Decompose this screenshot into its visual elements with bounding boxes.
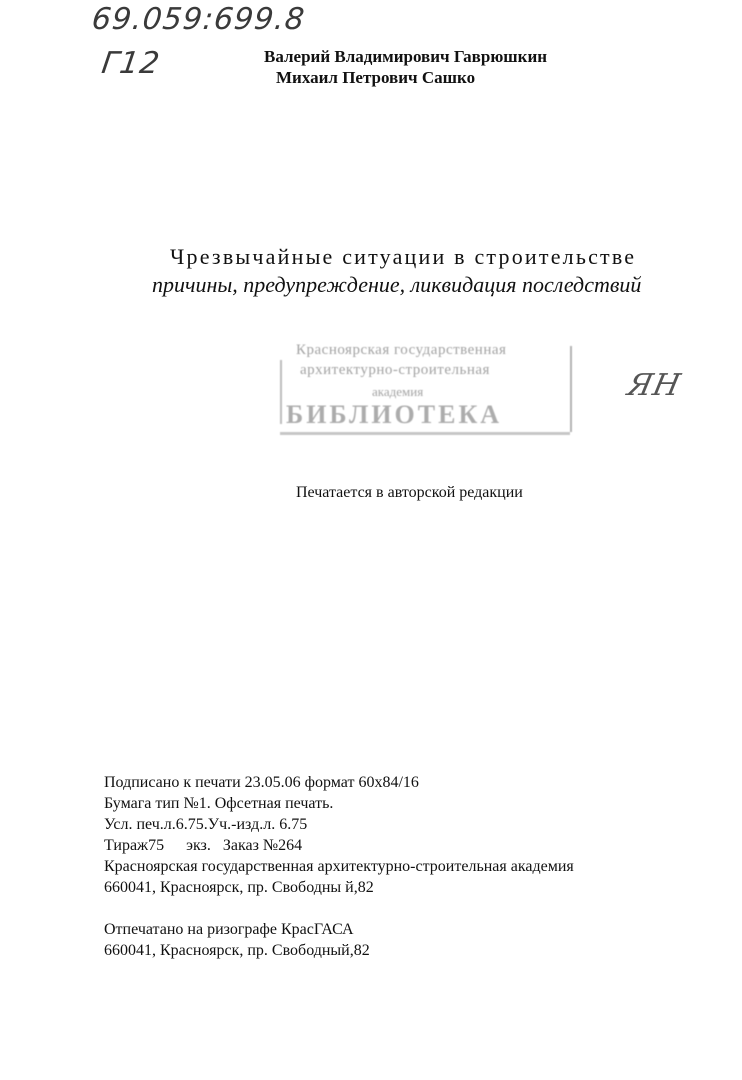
imprint-run-unit: экз. <box>186 837 211 854</box>
author-2: Михаил Петрович Сашко <box>276 68 476 87</box>
author-1: Валерий Владимирович Гаврюшкин <box>264 47 548 66</box>
imprint-printed: Отпечатано на ризографе КрасГАСА <box>104 921 354 938</box>
library-stamp <box>276 340 576 444</box>
edition-note: Печатается в авторской редакции <box>296 484 523 501</box>
stamp-line-3: академия <box>372 384 424 399</box>
stamp-line-4: БИБЛИОТЕКА <box>286 400 503 429</box>
imprint-printer-address: 660041, Красноярск, пр. Свободный,82 <box>104 942 370 959</box>
handwritten-catalog-code <box>90 2 307 37</box>
imprint-run <box>104 835 574 856</box>
imprint-paper: Бумага тип №1. Офсетная печать. <box>104 795 334 812</box>
catalog-code-right: 699.8 <box>212 2 307 37</box>
catalog-code-separator: : <box>201 2 216 37</box>
imprint-run-label: Тираж75 <box>104 837 165 854</box>
imprint-order: Заказ №264 <box>222 837 303 854</box>
imprint-signed: Подписано к печати 23.05.06 формат 60х84/16 <box>104 774 419 791</box>
stamp-line-1: Красноярская государственная <box>296 342 507 358</box>
imprint-sheets: Усл. печ.л.6.75.Уч.-изд.л. 6.75 <box>104 816 308 833</box>
catalog-code-left: 69.059 <box>90 2 205 37</box>
imprint-publisher: Красноярская государственная архитектурно-строительная академия <box>104 858 574 875</box>
stamp-frame-left <box>280 360 282 424</box>
imprint-block <box>104 772 574 961</box>
handwritten-author-mark: Г12 <box>99 46 163 81</box>
book-title: Чрезвычайные ситуации в строительстве <box>170 244 637 269</box>
stamp-line-2: архитектурно-строительная <box>300 362 490 378</box>
imprint-publisher-address: 660041, Красноярск, пр. Свободны й,82 <box>104 879 374 896</box>
imprint-spacer <box>104 898 574 919</box>
book-subtitle: причины, предупреждение, ликвидация последствий <box>152 272 642 297</box>
stamp-frame-bottom <box>280 432 570 435</box>
authors-block <box>264 46 547 88</box>
handwritten-initials: ЯН <box>624 368 685 403</box>
stamp-frame-right <box>570 346 572 432</box>
